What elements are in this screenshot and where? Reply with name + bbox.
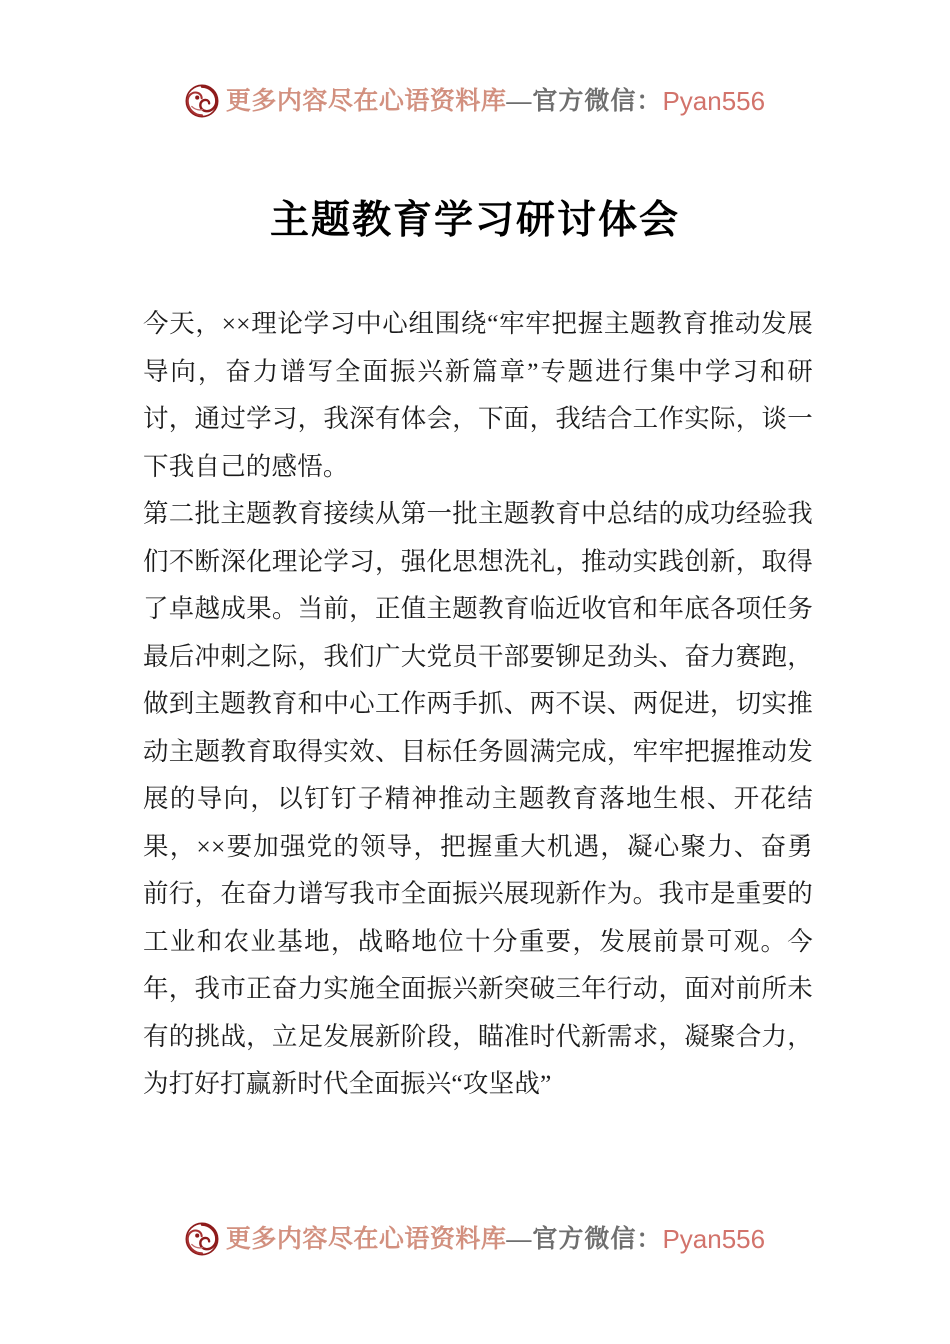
watermark-header bbox=[0, 78, 950, 124]
watermark-text-chinese: 更多内容尽在心语资料库 bbox=[225, 87, 507, 115]
page-title: 主题教育学习研讨体会 bbox=[269, 199, 680, 243]
circular-swirl-emblem-icon bbox=[185, 84, 219, 118]
watermark-text-channel: —官方微信： bbox=[506, 87, 663, 115]
watermark-text-id: Pyan556 bbox=[662, 1224, 766, 1254]
watermark-text-id: Pyan556 bbox=[662, 86, 766, 116]
watermark-footer bbox=[0, 1216, 950, 1262]
paragraph-2: 第二批主题教育接续从第一批主题教育中总结的成功经验我们不断深化理论学习，强化思想洗礼，推动实践创新，取得了卓越成果。当前，正值主题教育临近收官和年底各项任务最后冲刺之际，我们广大党员干部要铆足劲头、奋力赛跑，做到主题教育和中心工作两手抓、两不误、两促进，切实推动主题教育取得实效、目标任务圆满完成，牢牢把握推动发展的导向，以钉钉子精神推动主题教育落地生根、开花结果，××要加强党的领导，把握重大机遇，凝心聚力、奋勇前行，在奋力谱写我市全面振兴展现新作为。我市是重要的工业和农业基地，战略地位十分重要，发展前景可观。今年，我市正奋力实施全面振兴新突破三年行动，面对前所未有的挑战，立足发展新阶段，瞄准时代新需求，凝聚合力，为打好打赢新时代全面振兴“攻坚战” bbox=[143, 499, 813, 1098]
watermark-text-channel: —官方微信： bbox=[506, 1225, 663, 1253]
document-body bbox=[143, 300, 813, 1108]
circular-swirl-emblem-icon bbox=[185, 1222, 219, 1256]
paragraph-1: 今天，××理论学习中心组围绕“牢牢把握主题教育推动发展导向，奋力谱写全面振兴新篇章”专题进行集中学习和研讨，通过学习，我深有体会，下面，我结合工作实际，谈一下我自己的感悟。 bbox=[143, 309, 813, 481]
watermark-text-chinese: 更多内容尽在心语资料库 bbox=[225, 1225, 507, 1253]
